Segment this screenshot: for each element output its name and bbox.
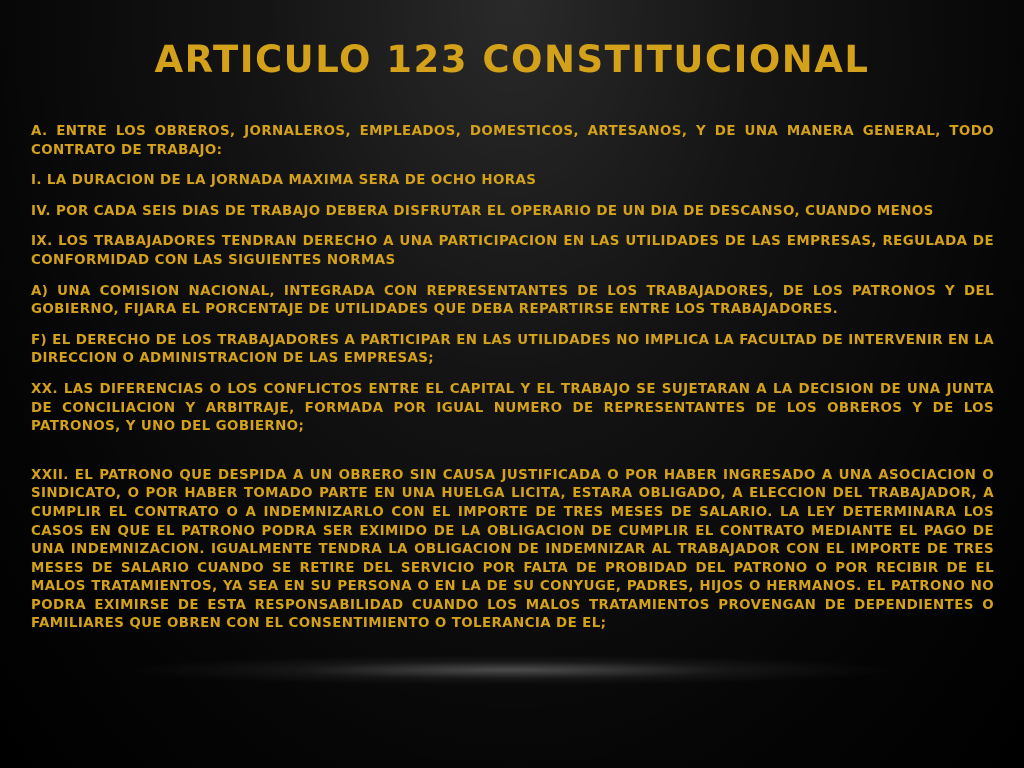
paragraph-fraccion-xx: XX. LAS DIFERENCIAS O LOS CONFLICTOS ENTRE EL CAPITAL Y EL TRABAJO SE SUJETARAN A LA DECISION DE UNA JUNTA DE CONCILIACION Y ARBITRAJE, FORMADA POR IGUAL NUMERO DE REPRESENTANTES DE LOS OBREROS Y DE LOS PATRONOS, Y UNO DEL GOBIERNO; xyxy=(31,381,994,435)
slide-body xyxy=(31,123,994,646)
paragraph-fraccion-ix: IX. LOS TRABAJADORES TENDRAN DERECHO A UNA PARTICIPACION EN LAS UTILIDADES DE LAS EMPRESAS, REGULADA DE CONFORMIDAD CON LAS SIGUIENTES NORMAS xyxy=(31,234,994,268)
decorative-light-streak xyxy=(120,655,900,685)
paragraph-fraccion-xxii: XXII. EL PATRONO QUE DESPIDA A UN OBRERO SIN CAUSA JUSTIFICADA O POR HABER INGRESADO A UNA ASOCIACION O SINDICATO, O POR HABER TOMADO PARTE EN UNA HUELGA LICITA, ESTARA OBLIGADO, A ELECCION DEL TRABAJADOR, A CUMPLIR EL CONTRATO O A INDEMNIZARLO CON EL IMPORTE DE TRES MESES DE SALARIO. LA LEY DETERMINARA LOS CASOS EN QUE EL PATRONO PODRA SER EXIMIDO DE LA OBLIGACION DE CUMPLIR EL CONTRATO MEDIANTE EL PAGO DE UNA INDEMNIZACION. IGUALMENTE TENDRA LA OBLIGACION DE INDEMNIZAR AL TRABAJADOR CON EL IMPORTE DE TRES MESES DE SALARIO CUANDO SE RETIRE DEL SERVICIO POR FALTA DE PROBIDAD DEL PATRONO O POR RECIBIR DE EL MALOS TRATAMIENTOS, YA SEA EN SU PERSONA O EN LA DE SU CONYUGE, PADRES, HIJOS O HERMANOS. EL PATRONO NO PODRA EXIMIRSE DE ESTA RESPONSABILIDAD CUANDO LOS MALOS TRATAMIENTOS PROVENGAN DE DEPENDIENTES O FAMILIARES QUE OBREN CON EL CONSENTIMIENTO O TOLERANCIA DE EL; xyxy=(31,467,994,632)
paragraph-inciso-f: F) EL DERECHO DE LOS TRABAJADORES A PARTICIPAR EN LAS UTILIDADES NO IMPLICA LA FACULTAD DE INTERVENIR EN LA DIRECCION O ADMINISTRACION DE LAS EMPRESAS; xyxy=(31,332,994,367)
slide-title: ARTICULO 123 CONSTITUCIONAL xyxy=(154,38,870,81)
paragraph-a: A. ENTRE LOS OBREROS, JORNALEROS, EMPLEADOS, DOMESTICOS, ARTESANOS, Y DE UNA MANERA GENERAL, TODO CONTRATO DE TRABAJO: xyxy=(31,124,994,158)
paragraph-inciso-a: A) UNA COMISION NACIONAL, INTEGRADA CON REPRESENTANTES DE LOS TRABAJADORES, DE LOS PATRONOS Y DEL GOBIERNO, FIJARA EL PORCENTAJE DE UTILIDADES QUE DEBA REPARTIRSE ENTRE LOS TRABAJADORES. xyxy=(31,283,994,318)
paragraph-fraccion-iv: IV. POR CADA SEIS DIAS DE TRABAJO DEBERA DISFRUTAR EL OPERARIO DE UN DIA DE DESCANSO, CUANDO MENOS xyxy=(31,203,934,219)
paragraph-fraccion-i: I. LA DURACION DE LA JORNADA MAXIMA SERA DE OCHO HORAS xyxy=(31,173,537,189)
